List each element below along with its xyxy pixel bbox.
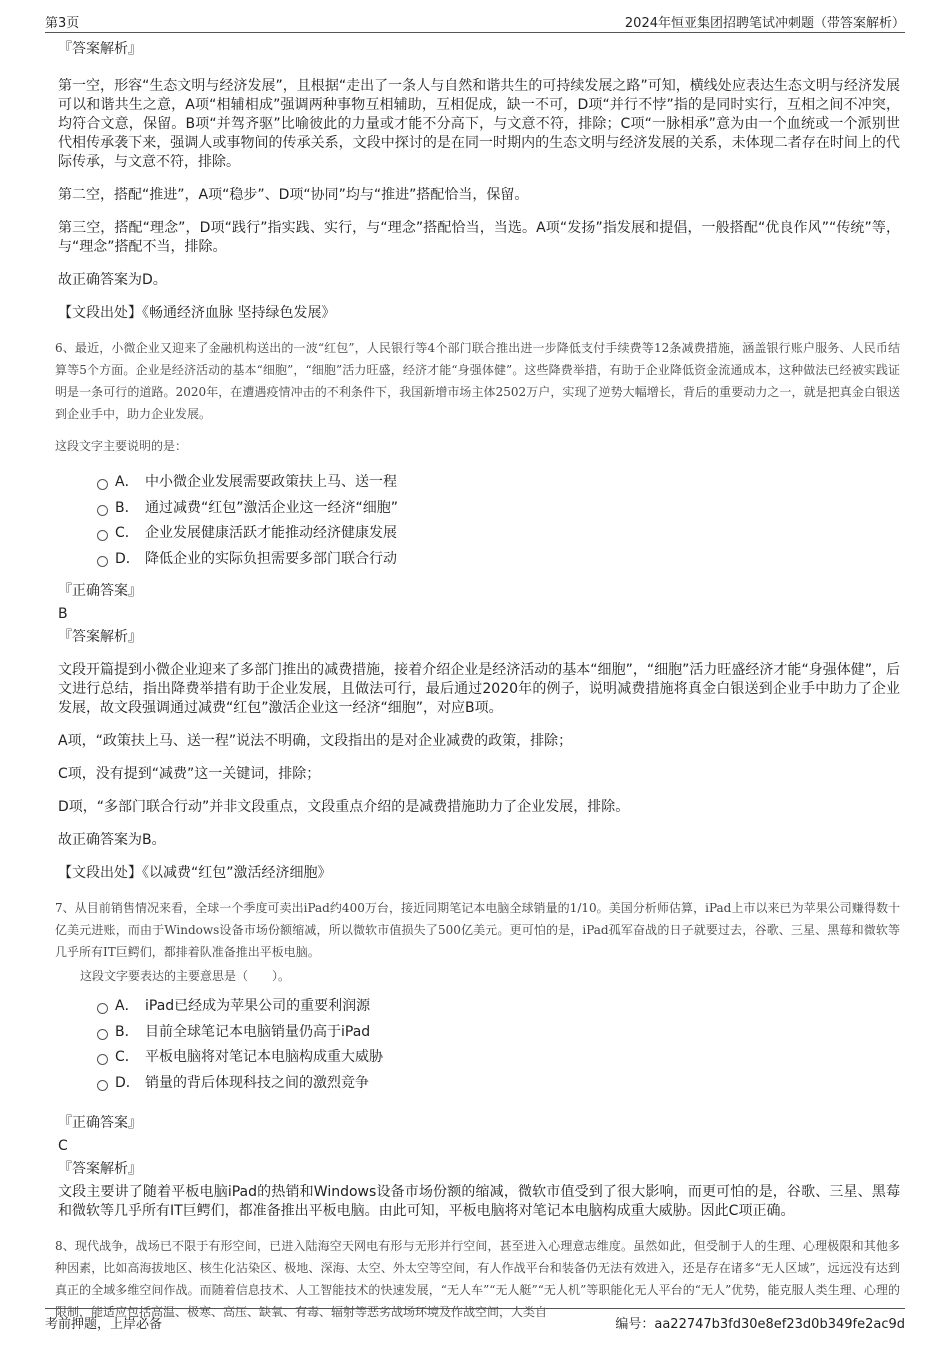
- q7-analysis: 文段主要讲了随着平板电脑iPad的热销和Windows设备市场份额的缩减，微软市值受到了很大影响，而更可怕的是，谷歌、三星、黑莓和微软等几乎所有IT巨鳄们，都准备推出平板电脑。由此可知，平板电脑将对笔记本电脑构成重大威胁。因此C项正确。: [58, 1184, 900, 1219]
- q6-prompt: 这段文字主要说明的是：: [55, 439, 188, 453]
- radio-icon[interactable]: [97, 1080, 108, 1091]
- q6-options: [97, 470, 900, 572]
- radio-icon[interactable]: [97, 1003, 108, 1014]
- footer-slogan: 考前押题，上岸必备: [45, 1317, 163, 1332]
- q6-analysis-para-1: 文段开篇提到小微企业迎来了多部门推出的减费措施，接着介绍企业是经济活动的基本“细胞”，“细胞”活力旺盛经济才能“身强体健”，后文进行总结，指出降费举措有助于企业发展，且做法可行，最后通过2020年的例子，说明减费措施将真金白银送到企业手中助力了企业发展，故文段强调通过减费“红包”激活企业这一经济“细胞”，对应B项。: [58, 662, 900, 716]
- q6-option-a[interactable]: A． 中小微企业发展需要政策扶上马、送一程: [97, 470, 900, 496]
- radio-icon[interactable]: [97, 505, 108, 516]
- analysis-label: 『答案解析』: [58, 629, 142, 645]
- answer-label: 『正确答案』: [58, 583, 142, 599]
- q7-stem: 7、从目前销售情况来看，全球一个季度可卖出iPad约400万台，接近同期笔记本电脑全球销量的1/10。美国分析师估算，iPad上市以来已为苹果公司赚得数十亿美元进账，而由于Windows设备市场份额缩减，所以微软市值损失了500亿美元。更可怕的是，iPad孤军奋战的日子就要过去，谷歌、三星、黑莓和微软等几乎所有IT巨鳄们，都排着队准备推出平板电脑。: [55, 901, 900, 959]
- q5-source: [58, 304, 900, 323]
- q6-analysis-para-4: D项，“多部门联合行动”并非文段重点，文段重点介绍的是减费措施助力了企业发展，排除。: [58, 799, 630, 815]
- q5-answer-statement: 故正确答案为D。: [58, 272, 167, 288]
- radio-icon[interactable]: [97, 479, 108, 490]
- q6-analysis-para-2: A项，“政策扶上马、送一程”说法不明确，文段指出的是对企业减费的政策，排除；: [58, 733, 573, 749]
- radio-icon[interactable]: [97, 1054, 108, 1065]
- analysis-label: 『答案解析』: [58, 1161, 142, 1177]
- q6-analysis-para-3: C项，没有提到“减费”这一关键词，排除；: [58, 766, 321, 782]
- page-header: [45, 10, 905, 33]
- q5-analysis-para-3: 第三空，搭配“理念”，D项“践行”指实践、实行，与“理念”搭配恰当，当选。A项“发扬”指发展和提倡，一般搭配“优良作风”“传统”等，与“理念”搭配不当，排除。: [58, 220, 900, 255]
- q6-correct-answer: B: [58, 606, 68, 622]
- q6-option-b[interactable]: B． 通过减费“红包”激活企业这一经济“细胞”: [97, 496, 900, 522]
- q5-analysis-para-2: 第二空，搭配“推进”，A项“稳步”、D项“协同”均与“推进”搭配恰当，保留。: [58, 187, 529, 203]
- answer-label: 『正确答案』: [58, 1115, 142, 1131]
- document-id: 编号：aa22747b3fd30e8ef23d0b349fe2ac9d: [615, 1317, 905, 1332]
- q6-source: [58, 864, 900, 883]
- q7-option-b[interactable]: B． 目前全球笔记本电脑销量仍高于iPad: [97, 1020, 900, 1046]
- q6-stem: 6、最近，小微企业又迎来了金融机构送出的一波“红包”，人民银行等4个部门联合推出进一步降低支付手续费等12条减费措施，涵盖银行账户服务、人民币结算等5个方面。企业是经济活动的基本“细胞”，“细胞”活力旺盛，经济才能“身强体健”。这些降费举措，有助于企业降低资金流通成本，这种做法已经被实践证明是一条可行的道路。2020年，在遭遇疫情冲击的不利条件下，我国新增市场主体2502万户，实现了逆势大幅增长，背后的重要动力之一，就是把真金白银送到企业手中，助力企业发展。: [55, 341, 900, 421]
- q7-correct-answer: C: [58, 1138, 68, 1154]
- q7-option-a[interactable]: A． iPad已经成为苹果公司的重要利润源: [97, 994, 900, 1020]
- page-footer: [45, 1308, 905, 1331]
- page-content: [55, 40, 900, 1329]
- document-title: 2024年恒亚集团招聘笔试冲刺题（带答案解析）: [624, 16, 905, 31]
- q7-option-c[interactable]: C． 平板电脑将对笔记本电脑构成重大威胁: [97, 1045, 900, 1071]
- radio-icon[interactable]: [97, 1029, 108, 1040]
- q6-option-c[interactable]: C． 企业发展健康活跃才能推动经济健康发展: [97, 521, 900, 547]
- q7-option-d[interactable]: D． 销量的背后体现科技之间的激烈竞争: [97, 1071, 900, 1097]
- q8-stem: 8、现代战争，战场已不限于有形空间，已进入陆海空天网电有形与无形并行空间，甚至进入心理意志维度。虽然如此，但受制于人的生理、心理极限和其他多种因素，比如高海拔地区、核生化沾染区、极地、深海、太空、外太空等空间，有人作战平台和装备仍无法有效进入，还是存在诸多“无人区域”，远远没有达到真正的全域多维空间作战。而随着信息技术、人工智能技术的快速发展，“无人车”“无人艇”“无人机”等职能化无人平台的“无人”优势，能克服人类生理、心理的限制，能适应包括高温、极寒、高压、缺氧、有毒、辐射等恶劣战场环境及作战空间，人类自: [55, 1239, 900, 1319]
- q6-option-d[interactable]: D． 降低企业的实际负担需要多部门联合行动: [97, 547, 900, 573]
- page-number: 第3页: [45, 16, 80, 31]
- q6-answer-statement: 故正确答案为B。: [58, 832, 166, 848]
- source-label: 【文段出处】: [58, 305, 142, 321]
- radio-icon[interactable]: [97, 530, 108, 541]
- source-title: 《以减费“红包”激活经济细胞》: [142, 865, 332, 881]
- source-title: 《畅通经济血脉 坚持绿色发展》: [142, 305, 336, 321]
- q5-analysis-para-1: 第一空，形容“生态文明与经济发展”，且根据“走出了一条人与自然和谐共生的可持续发展之路”可知，横线处应表达生态文明与经济发展可以和谐共生之意，A项“相辅相成”强调两种事物互相辅助，互相促成，缺一不可，D项“并行不悖”指的是同时实行，互相之间不冲突，均符合文意，保留。B项“并驾齐驱”比喻彼此的力量或才能不分高下，与文意不符，排除；C项“一脉相承”意为由一个血统或一个派别世代相传承袭下来，强调人或事物间的传承关系，文段中探讨的是在同一时期内的生态文明与经济发展的关系，未体现二者存在时间上的代际传承，与文意不符，排除。: [58, 78, 900, 170]
- radio-icon[interactable]: [97, 556, 108, 567]
- q7-prompt: 这段文字要表达的主要意思是（ ）。: [80, 969, 291, 983]
- q7-options: [97, 994, 900, 1096]
- source-label: 【文段出处】: [58, 865, 142, 881]
- analysis-label: 『答案解析』: [58, 41, 142, 57]
